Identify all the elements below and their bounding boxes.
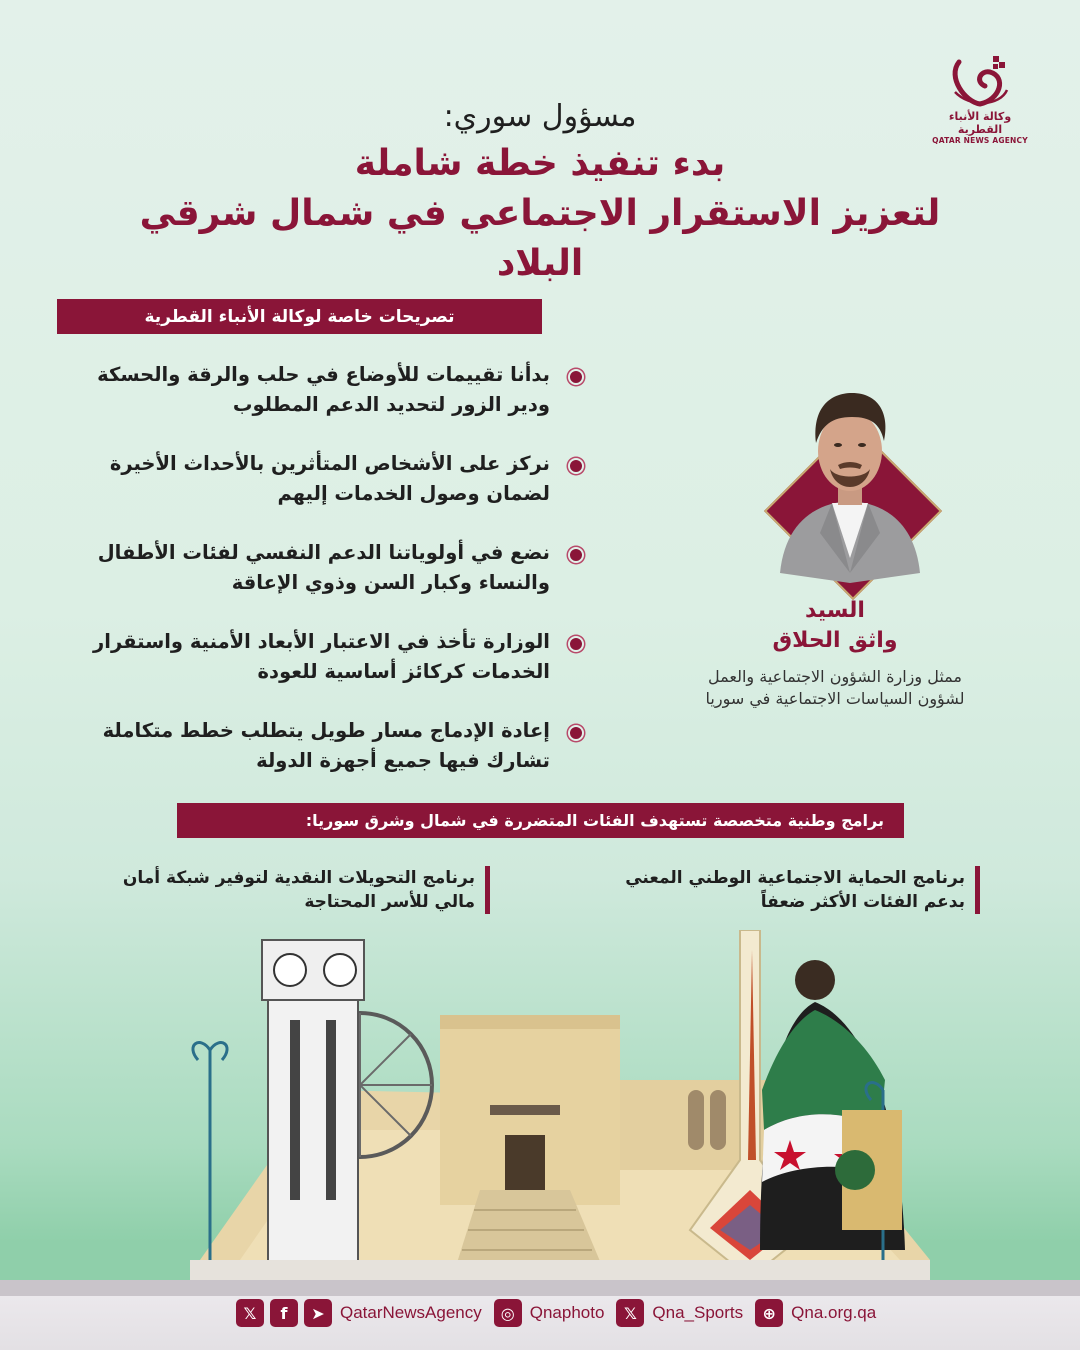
speaker-portrait: [760, 383, 940, 583]
logo-name-english: QATAR NEWS AGENCY: [932, 136, 1028, 145]
headline: [100, 95, 980, 289]
program-accent-line: [485, 866, 490, 914]
facebook-icon[interactable]: f: [270, 1299, 298, 1327]
speaker-role: ممثل وزارة الشؤون الاجتماعية والعمل لشؤون السياسات الاجتماعية في سوريا: [705, 667, 965, 708]
statements-list: [50, 360, 590, 805]
bullet-dot-icon: [568, 369, 584, 385]
bullet-dot-icon: [568, 725, 584, 741]
qatarnewsagency-link[interactable]: QatarNewsAgency: [340, 1303, 482, 1322]
speaker-name: واثق الحلاق: [772, 628, 898, 653]
statement-text: إعادة الإدماج مسار طويل يتطلب خطط متكاملة تشارك فيها جميع أجهزة الدولة: [102, 719, 550, 772]
footer-divider: [0, 1280, 1080, 1296]
statement-text: نركز على الأشخاص المتأثرين بالأحداث الأخيرة لضمان وصول الخدمات إليهم: [109, 452, 550, 505]
speaker-title: السيد: [805, 598, 865, 623]
programs-section-title: [177, 803, 904, 838]
statement-text: بدأنا تقييمات للأوضاع في حلب والرقة والحسكة ودير الزور لتحديد الدعم المطلوب: [97, 363, 550, 416]
statement-item: [50, 716, 590, 776]
headline-kicker: مسؤول سوري:: [443, 99, 637, 134]
qna-sports-link[interactable]: Qna_Sports: [652, 1303, 744, 1322]
logo-name-arabic: وكالة الأنباء القطرية: [948, 110, 1012, 136]
bullet-dot-icon: [568, 547, 584, 563]
statement-text: نضع في أولوياتنا الدعم النفسي لفئات الأطفال والنساء وكبار السن وذوي الإعاقة: [97, 541, 550, 594]
instagram-icon[interactable]: ◎: [494, 1299, 522, 1327]
program-item: [610, 866, 980, 914]
program-item: [110, 866, 490, 914]
x-icon[interactable]: 𝕏: [236, 1299, 264, 1327]
telegram-icon[interactable]: ➤: [304, 1299, 332, 1327]
program-text: برنامج التحويلات النقدية لتوفير شبكة أمان مالي للأسر المحتاجة: [122, 868, 475, 912]
programs-title-text: برامج وطنية متخصصة تستهدف الفئات المتضررة في شمال وشرق سوريا:: [305, 811, 884, 830]
statements-title-text: تصريحات خاصة لوكالة الأنباء القطرية: [144, 306, 455, 327]
bullet-dot-icon: [568, 636, 584, 652]
statement-item: [50, 360, 590, 420]
program-accent-line: [975, 866, 980, 914]
statement-text: الوزارة تأخذ في الاعتبار الأبعاد الأمنية واستقرار الخدمات كركائز أساسية للعودة: [93, 630, 550, 683]
speaker-photo: [760, 383, 940, 583]
speaker-info: [700, 596, 970, 710]
social-links: [236, 1298, 882, 1328]
headline-title-line-1: بدء تنفيذ خطة شاملة: [354, 143, 726, 184]
globe-icon[interactable]: ⊕: [755, 1299, 783, 1327]
statements-section-title: [57, 299, 542, 334]
headline-title-line-2: لتعزيز الاستقرار الاجتماعي في شمال شرقي البلاد: [139, 193, 941, 284]
statement-item: [50, 538, 590, 598]
program-text: برنامج الحماية الاجتماعية الوطني المعني بدعم الفئات الأكثر ضعفاً: [625, 868, 965, 912]
statement-item: [50, 627, 590, 687]
x-icon[interactable]: 𝕏: [616, 1299, 644, 1327]
qnaphoto-link[interactable]: Qnaphoto: [529, 1303, 605, 1322]
bullet-dot-icon: [568, 458, 584, 474]
qna-website-link[interactable]: Qna.org.qa: [791, 1303, 877, 1322]
syria-landmarks-illustration: [0, 930, 1080, 1285]
statement-item: [50, 449, 590, 509]
